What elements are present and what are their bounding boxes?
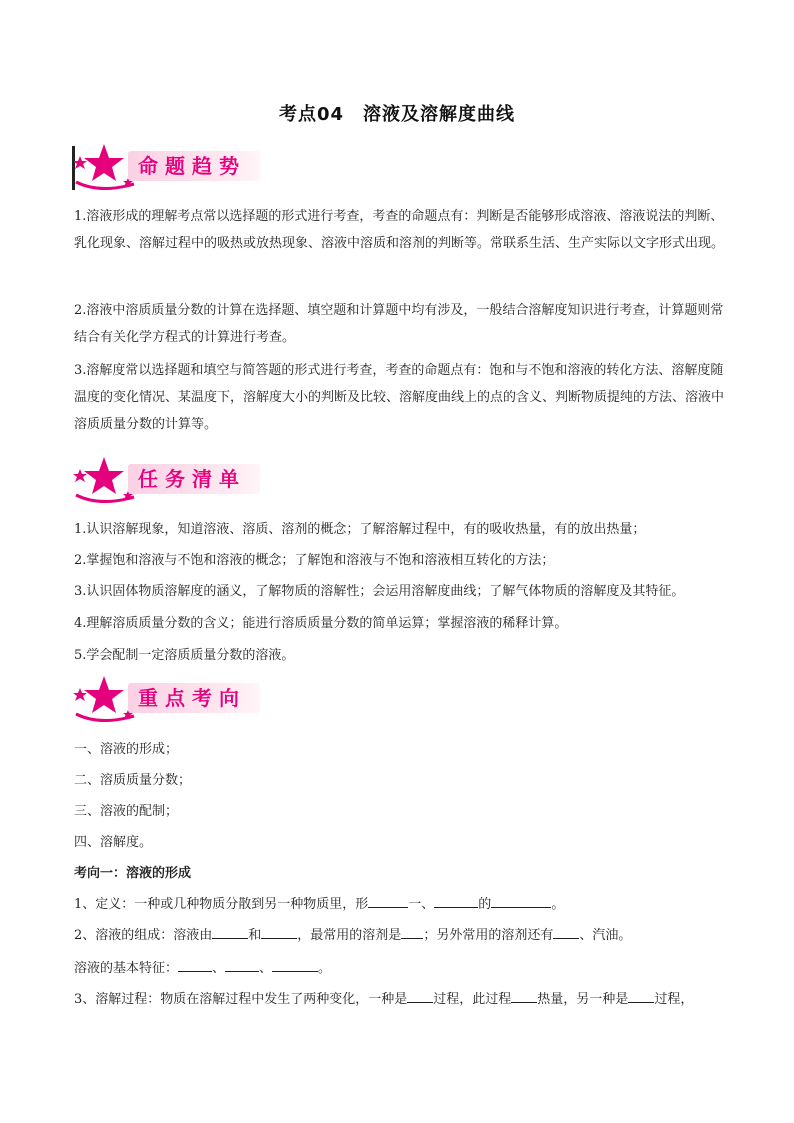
trend-item-2: 2.溶液中溶质质量分数的计算在选择题、填空题和计算题中均有涉及，一般结合溶解度知识进行考查，计算题则常结合有关化学方程式的计算进行考查。 [74, 303, 724, 345]
fill-blank [272, 959, 318, 972]
page-title: 考点04 溶液及溶解度曲线 [278, 104, 516, 125]
task-item-3: 3.认识固体物质溶解度的涵义，了解物质的溶解性；会运用溶解度曲线；了解气体物质的溶解度及其特征。 [74, 584, 685, 599]
section-heading-tasks: 任务清单 [128, 464, 260, 494]
dissolution-text-b: 过程，此过程 [433, 992, 512, 1007]
fill-blank [628, 990, 654, 1003]
fill-blank [553, 926, 579, 939]
dissolution-text-c: 热量，另一种是 [537, 992, 629, 1007]
fill-blank [491, 895, 551, 908]
feature-text-d: 。 [318, 961, 332, 976]
section-banner-tasks [70, 455, 270, 507]
definition-text-a: 1、定义：一种或几种物质分散到另一种物质里，形 [74, 897, 369, 912]
trend-item-1: 1.溶液形成的理解考点常以选择题的形式进行考查，考查的命题点有：判断是否能够形成溶液、溶液说法的判断、乳化现象、溶解过程中的吸热或放热现象、溶液中溶质和溶剂的判断等。常联系生活、生产实际以文字形式出现。 [74, 209, 725, 251]
focus-item-3: 三、溶液的配制； [74, 804, 179, 819]
dissolution-line [74, 988, 693, 1007]
composition-text-d: ；另外常用的溶剂还有 [423, 928, 554, 943]
focus-item-1: 一、溶液的形成； [74, 742, 179, 757]
composition-text-c: ，最常用的溶剂是 [297, 928, 402, 943]
fill-blank [178, 959, 212, 972]
fill-blank [511, 990, 537, 1003]
fill-blank [401, 926, 423, 939]
fill-blank [407, 990, 433, 1003]
feature-text-a: 溶液的基本特征： [74, 961, 179, 976]
definition-text-c: 的 [478, 897, 492, 912]
feature-text-b: 、 [212, 961, 226, 976]
dissolution-text-a: 3、溶解过程：物质在溶解过程中发生了两种变化，一种是 [74, 992, 408, 1007]
fill-blank [225, 959, 259, 972]
trend-item-3: 3.溶解度常以选择题和填空与简答题的形式进行考查，考查的命题点有：饱和与不饱和溶液的转化方法、溶解度随温度的变化情况、某温度下，溶解度大小的判断及比较、溶解度曲线上的点的含义、判断物质提纯的方法、溶液中溶质质量分数的计算等。 [74, 363, 725, 432]
feature-text-c: 、 [259, 961, 273, 976]
composition-text-a: 2、溶液的组成：溶液由 [74, 928, 213, 943]
fill-blank [212, 926, 248, 939]
feature-line [74, 957, 331, 976]
composition-text-e: 、汽油。 [579, 928, 632, 943]
task-item-2: 2.掌握饱和溶液与不饱和溶液的概念；了解饱和溶液与不饱和溶液相互转化的方法； [74, 553, 555, 568]
section-banner-focus [70, 674, 270, 726]
direction-heading: 考向一：溶液的形成 [74, 866, 192, 881]
fill-blank [368, 895, 408, 908]
dissolution-text-d: 过程， [654, 992, 694, 1007]
task-item-4: 4.理解溶质质量分数的含义；能进行溶质质量分数的简单运算；掌握溶液的稀释计算。 [74, 616, 568, 631]
fill-blank [434, 895, 478, 908]
section-heading-focus: 重点考向 [128, 683, 260, 713]
composition-text-b: 和 [248, 928, 262, 943]
focus-item-4: 四、溶解度。 [74, 835, 153, 850]
section-banner-trend [70, 142, 270, 194]
definition-text-b: 一、 [408, 897, 435, 912]
focus-item-2: 二、溶质质量分数； [74, 773, 192, 788]
task-item-5: 5.学会配制一定溶质质量分数的溶液。 [74, 648, 295, 663]
section-heading-trend: 命题趋势 [128, 151, 260, 181]
definition-text-d: 。 [551, 897, 565, 912]
task-item-1: 1.认识溶解现象，知道溶液、溶质、溶剂的概念；了解溶解过程中，有的吸收热量，有的放出热量； [74, 522, 646, 537]
composition-line [74, 924, 631, 943]
fill-blank [261, 926, 297, 939]
definition-line [74, 893, 564, 912]
